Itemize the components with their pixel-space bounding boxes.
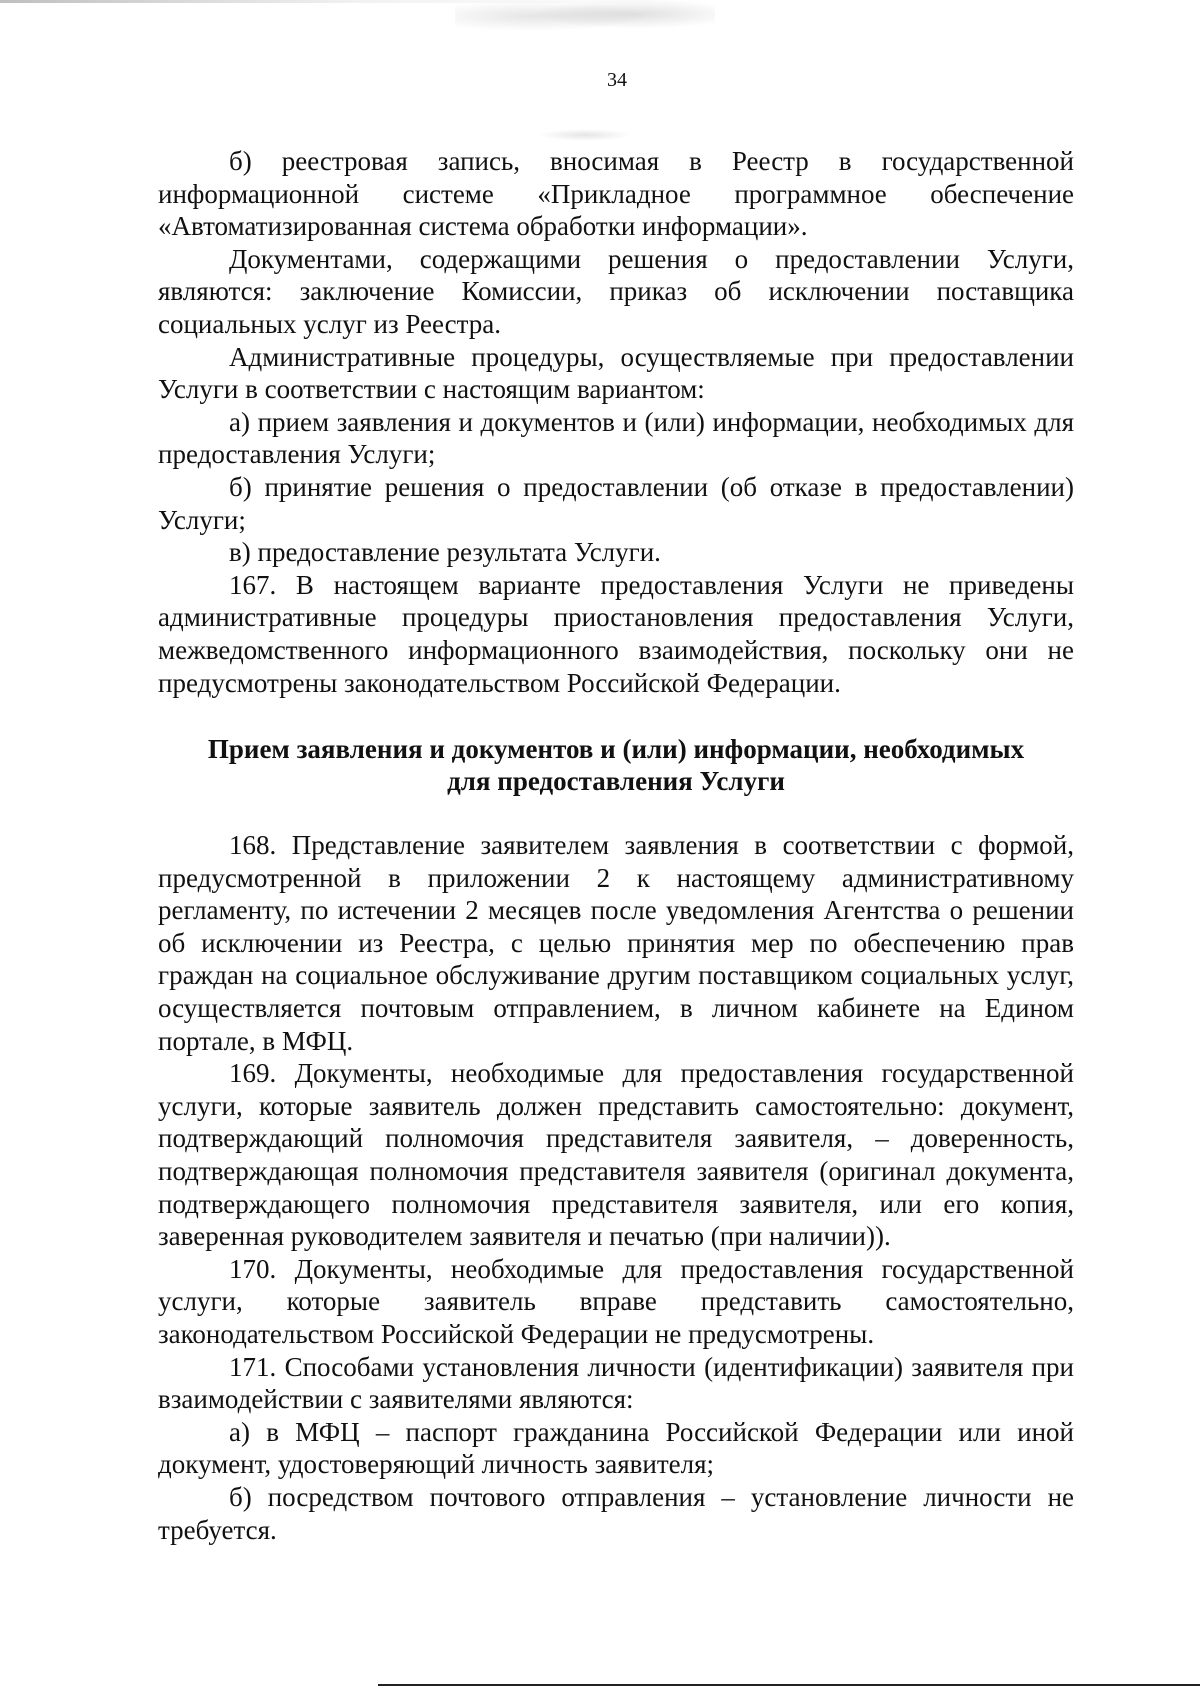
paragraph: а) в МФЦ – паспорт гражданина Российской Федерации или иной документ, удостоверяющий личность заявителя; [158,1416,1074,1480]
paragraph: 168. Представление заявителем заявления в соответствии с формой, предусмотренной в приложении 2 к настоящему административному регламенту, по истечении 2 месяцев после уведомления Агентства о решении об исключении из Реестра, с целью принятия мер по обеспечению прав граждан на социальное обслуживание другим поставщиком социальных услуг, осуществляется почтовым отправлением, в личном кабинете на Едином портале, в МФЦ. [158,830,1074,1056]
paragraph: 169. Документы, необходимые для предоставления государственной услуги, которые заявитель должен представить самостоятельно: документ, подтверждающий полномочия представителя заявителя, – доверенность, подтверждающая полномочия представителя заявителя (оригинал документа, подтверждающего полномочия представителя заявителя, или его копия, заверенная руководителем заявителя и печатью (при наличии)). [158,1058,1074,1252]
paragraph: Документами, содержащими решения о предоставлении Услуги, являются: заключение Комиссии, приказ об исключении поставщика социальных услуг из Реестра. [158,243,1074,339]
paragraph: 170. Документы, необходимые для предоставления государственной услуги, которые заявитель вправе представить самостоятельно, законодательством Российской Федерации не предусмотрены. [158,1253,1074,1349]
paragraph: 171. Способами установления личности (идентификации) заявителя при взаимодействии с заявителями являются: [158,1351,1074,1415]
paragraph: а) прием заявления и документов и (или) информации, необходимых для предоставления Услуги; [158,406,1074,470]
section-heading-line-1: Прием заявления и документов и (или) информации, необходимых [207,734,1025,765]
section-heading [158,699,1074,829]
scan-bottom-line [378,1684,1200,1686]
paragraph: в) предоставление результата Услуги. [229,537,661,568]
document-body [158,145,1074,1546]
paragraph: б) реестровая запись, вносимая в Реестр в государственной информационной системе «Прикладное программное обеспечение «Автоматизированная система обработки информации». [158,146,1074,242]
scan-smudge-top [455,0,715,40]
page-number: 34 [607,69,627,91]
paragraph: Административные процедуры, осуществляемые при предоставлении Услуги в соответствии с настоящим вариантом: [158,341,1074,405]
scan-smudge-mid [530,128,640,142]
paragraph: б) посредством почтового отправления – установление личности не требуется. [158,1481,1074,1545]
paragraph: б) принятие решения о предоставлении (об отказе в предоставлении) Услуги; [158,471,1074,535]
section-heading-line-2: для предоставления Услуги [447,766,785,797]
paragraph: 167. В настоящем варианте предоставления Услуги не приведены административные процедуры приостановления предоставления Услуги, межведомственного информационного взаимодействия, поскольку они не предусмотрены законодательством Российской Федерации. [158,569,1074,698]
